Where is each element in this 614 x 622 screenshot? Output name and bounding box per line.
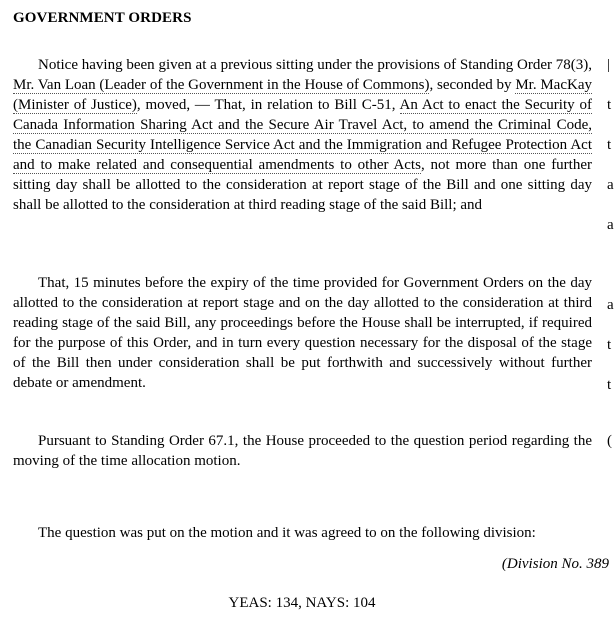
division-intro-paragraph: The question was put on the motion and it was agreed to on the following division: [38,525,536,541]
section-heading: GOVERNMENT ORDERS [13,10,192,26]
allotment-text: , not more than one further sitting day shall be allotted to the consideration at report stage of the Bill and one sitting day shall be allotted to the consideration at third reading stage of the said Bill; and [13,157,593,213]
vote-result: YEAS: 134, NAYS: 104 [228,595,376,611]
motion-notice-paragraph [13,55,592,215]
seconded-text: , seconded by [429,77,516,93]
seconder-link[interactable]: Mr. MacKay (Minister of Justice) [13,77,592,113]
notice-text: Notice having been given at a previous sitting under the provisions of Standing Order 78(3), [38,57,592,73]
mover-link[interactable]: Mr. Van Loan (Leader of the Government in the House of Commons) [13,77,430,93]
document-page: GOVERNMENT ORDERS Notice having been given at a previous sitting under the provisions of Standing Order 78(3), Mr. Van Loan (Leader of the Government in the House of Commons), seconded by Mr. MacKay (Minister of Justice), moved, — That, in relation to Bill C-51, An Act to enact the Security of Canada Information Sharing Act and the Secure Air Travel Act, to amend the Criminal Code, the Canadian Security Intelligence Service Act and the Immigration and Refugee Protection Act and to make related and consequential amendments to other Acts, not more than one further sitting day shall be allotted to the consideration at report stage of the Bill and one sitting day shall be allotted to the consideration at third reading stage of the said Bill; and That, 15 minutes before the expiry of the time provided for Government Orders on the day allotted to the consideration at report stage and on the day allotted to the consideration at third reading stage of the said Bill, any proceedings before the House shall be interrupted, if required for the purpose of this Order, and in turn every question necessary for the disposal of the stage of the Bill then under consideration shall be put forthwith and successively without further debate or amendment. Pursuant to Standing Order 67.1, the House proceeded to the question period regarding the moving of the time allocation motion. The question was put on the motion and it was agreed to on the following division: (Division No. 389 YEAS: 134, NAYS: 104 | t t a a a t t ( [0,0,612,622]
moved-text: , moved, — That, in relation to Bill C-51, [136,97,400,113]
division-number: (Division No. 389 [501,556,609,572]
bill-title-link[interactable]: An Act to enact the Security of Canada Information Sharing Act and the Secure Air Travel Act, to amend the Criminal Code, the Canadian Security Intelligence Service Act and the Immigration and Refugee Protection Act and to make related and consequential amendments to other Acts [13,97,592,173]
interruption-paragraph: That, 15 minutes before the expiry of the time provided for Government Orders on the day allotted to the consideration at report stage and on the day allotted to the consideration at third reading stage of the said Bill, any proceedings before the House shall be interrupted, if required for the purpose of this Order, and in turn every question necessary for the disposal of the stage of the Bill then under consideration shall be put forthwith and successively without further debate or amendment. [13,275,592,391]
question-period-paragraph: Pursuant to Standing Order 67.1, the House proceeded to the question period regarding the moving of the time allocation motion. [13,433,592,469]
